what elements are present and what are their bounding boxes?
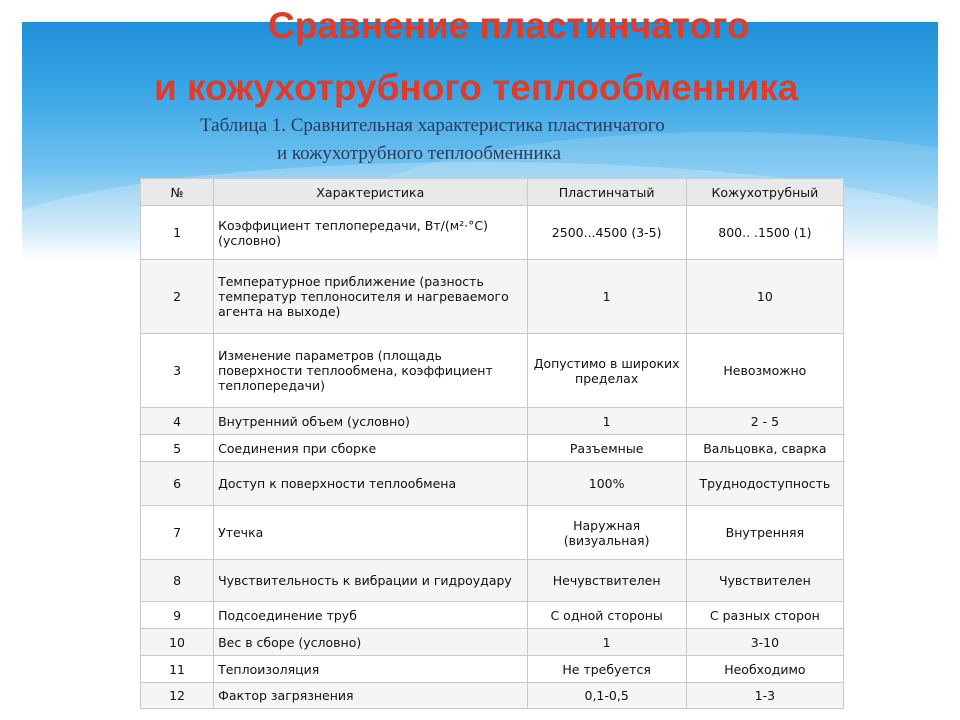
row-shell-value: Невозможно [686, 334, 843, 408]
row-plate-value: 1 [527, 629, 686, 656]
table-row [141, 506, 844, 560]
row-plate-value: 2500...4500 (3-5) [527, 206, 686, 260]
row-plate-value: Не требуется [527, 656, 686, 683]
row-shell-value: 2 - 5 [686, 408, 843, 435]
row-plate-value: Нечувствителен [527, 560, 686, 602]
table-row [141, 602, 844, 629]
row-feature: Подсоединение труб [214, 602, 527, 629]
row-shell-value: 10 [686, 260, 843, 334]
table-row [141, 408, 844, 435]
row-shell-value: 1-3 [686, 683, 843, 709]
row-plate-value: Разъемные [527, 435, 686, 462]
row-shell-value: С разных сторон [686, 602, 843, 629]
row-plate-value: С одной стороны [527, 602, 686, 629]
row-feature: Утечка [214, 506, 527, 560]
row-plate-value: 1 [527, 408, 686, 435]
row-shell-value: 3-10 [686, 629, 843, 656]
row-plate-value: 0,1-0,5 [527, 683, 686, 709]
caption-line-1: Таблица 1. Сравнительная характеристика пластинчатого [200, 115, 665, 136]
row-number: 11 [141, 656, 214, 683]
table-row [141, 683, 844, 709]
row-number: 2 [141, 260, 214, 334]
row-feature: Внутренний объем (условно) [214, 408, 527, 435]
row-plate-value: 100% [527, 462, 686, 506]
table-row [141, 435, 844, 462]
row-shell-value: 800.. .1500 (1) [686, 206, 843, 260]
row-plate-value: Наружная (визуальная) [527, 506, 686, 560]
table-row [141, 206, 844, 260]
table-row [141, 260, 844, 334]
header-feature: Характеристика [214, 179, 527, 206]
table-row [141, 560, 844, 602]
row-number: 9 [141, 602, 214, 629]
title-line-2: и кожухотрубного теплообменника [154, 67, 799, 108]
header-row [141, 179, 844, 206]
table-row [141, 334, 844, 408]
row-number: 7 [141, 506, 214, 560]
header-num: № [141, 179, 214, 206]
row-feature: Коэффициент теплопередачи, Вт/(м²·°С) (условно) [214, 206, 527, 260]
row-number: 8 [141, 560, 214, 602]
row-plate-value: Допустимо в широких пределах [527, 334, 686, 408]
row-feature: Доступ к поверхности теплообмена [214, 462, 527, 506]
row-number: 3 [141, 334, 214, 408]
row-feature: Температурное приближение (разность температур теплоносителя и нагреваемого агента на выходе) [214, 260, 527, 334]
header-plate: Пластинчатый [527, 179, 686, 206]
row-feature: Теплоизоляция [214, 656, 527, 683]
row-shell-value: Чувствителен [686, 560, 843, 602]
row-shell-value: Труднодоступность [686, 462, 843, 506]
row-number: 6 [141, 462, 214, 506]
row-feature: Фактор загрязнения [214, 683, 527, 709]
table-body [141, 206, 844, 709]
row-shell-value: Необходимо [686, 656, 843, 683]
row-number: 10 [141, 629, 214, 656]
row-feature: Соединения при сборке [214, 435, 527, 462]
title-line-1: Сравнение пластинчатого [268, 5, 750, 46]
row-feature: Изменение параметров (площадь поверхности теплообмена, коэффициент теплопередачи) [214, 334, 527, 408]
row-plate-value: 1 [527, 260, 686, 334]
row-feature: Вес в сборе (условно) [214, 629, 527, 656]
table-row [141, 629, 844, 656]
caption-line-2: и кожухотрубного теплообменника [277, 143, 562, 164]
row-number: 4 [141, 408, 214, 435]
row-feature: Чувствительность к вибрации и гидроудару [214, 560, 527, 602]
row-number: 1 [141, 206, 214, 260]
row-shell-value: Внутренняя [686, 506, 843, 560]
comparison-table [140, 178, 844, 709]
table-row [141, 656, 844, 683]
row-shell-value: Вальцовка, сварка [686, 435, 843, 462]
row-number: 5 [141, 435, 214, 462]
row-number: 12 [141, 683, 214, 709]
header-shell: Кожухотрубный [686, 179, 843, 206]
table-header [141, 179, 844, 206]
table-row [141, 462, 844, 506]
